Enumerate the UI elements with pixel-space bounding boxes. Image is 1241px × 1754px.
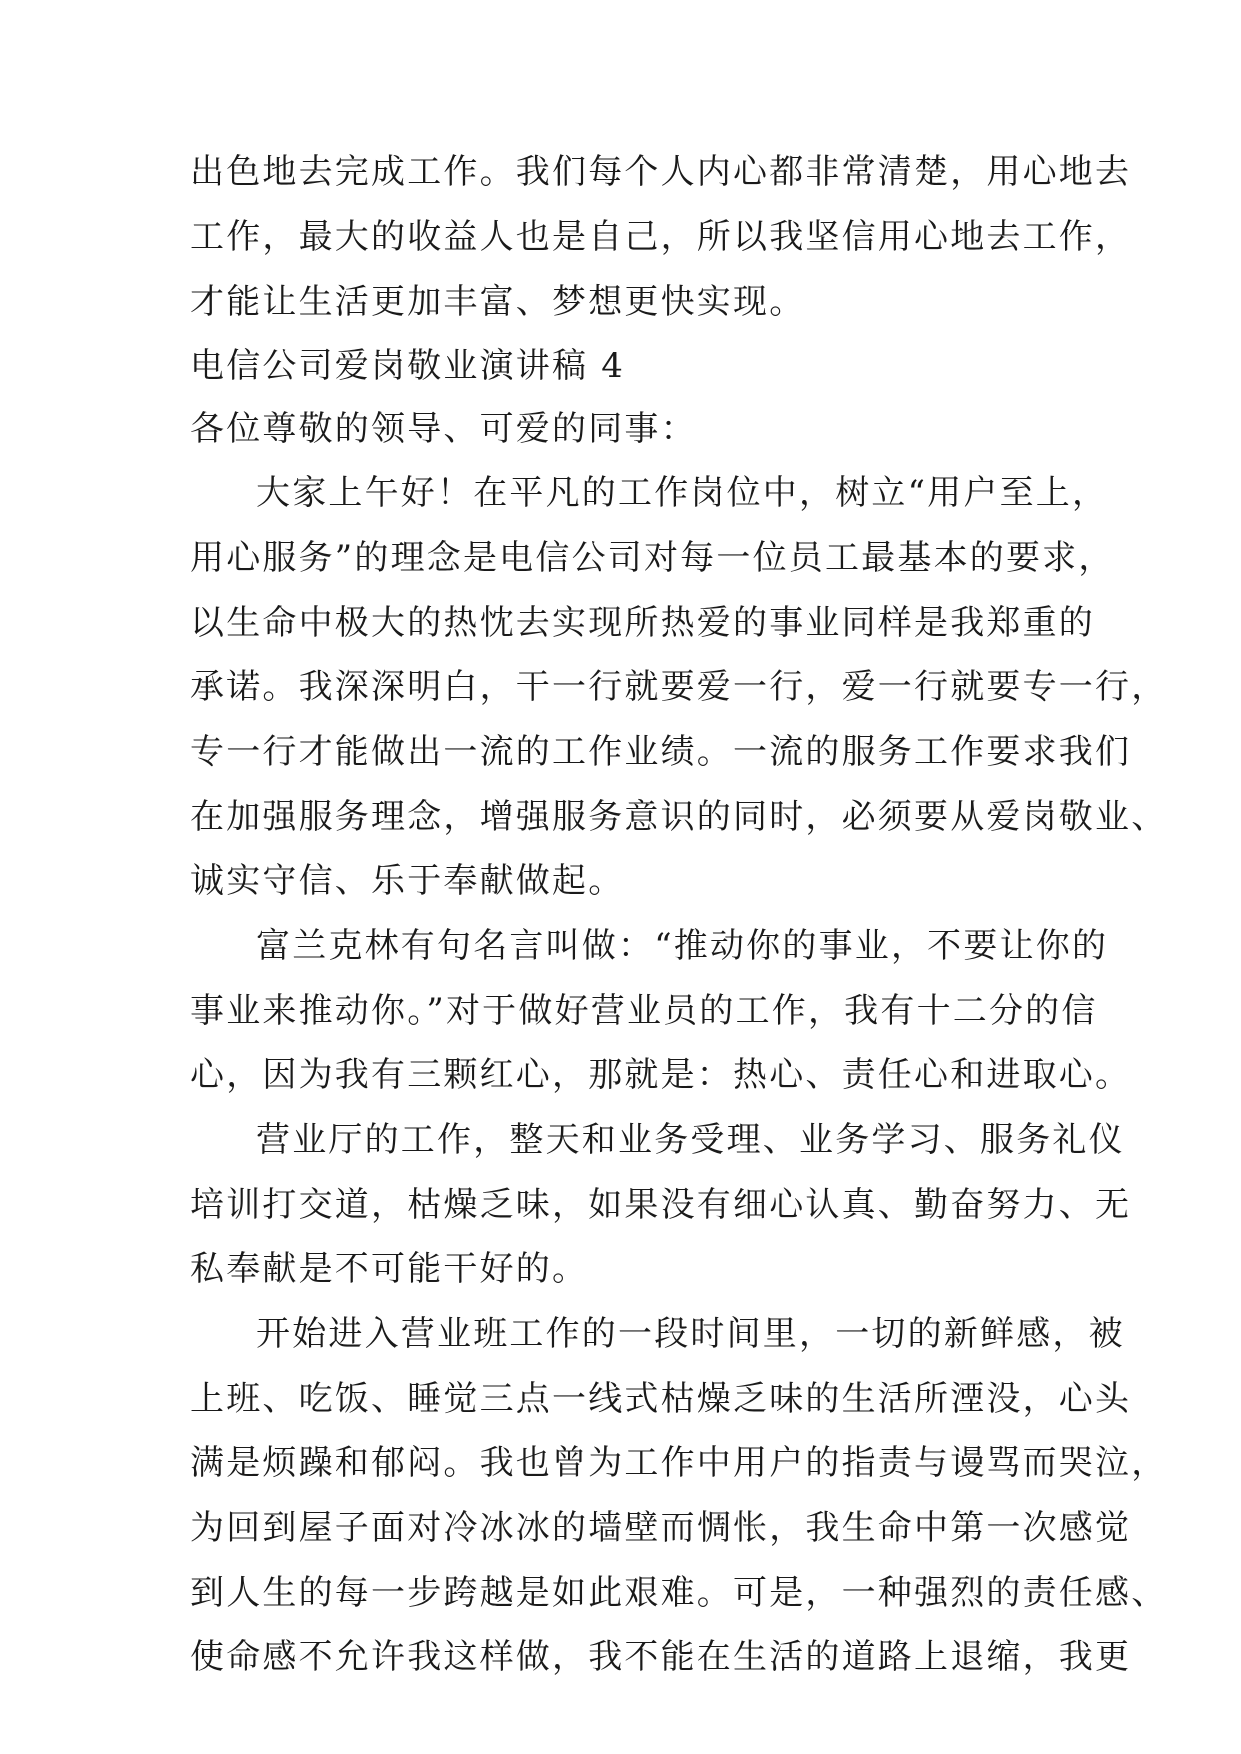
body-text-line: 在加强服务理念，增强服务意识的同时，必须要从爱岗敬业、 xyxy=(190,797,1168,837)
body-text-line: 开始进入营业班工作的一段时间里，一切的新鲜感，被 xyxy=(256,1314,1125,1354)
body-text-line: 工作，最大的收益人也是自己，所以我坚信用心地去工作， xyxy=(190,217,1132,257)
body-text-line: 专一行才能做出一流的工作业绩。一流的服务工作要求我们 xyxy=(190,732,1132,772)
body-text-line: 才能让生活更加丰富、梦想更快实现。 xyxy=(190,282,806,322)
body-text-line: 使命感不允许我这样做，我不能在生活的道路上退缩，我更 xyxy=(190,1637,1132,1677)
body-text-line: 营业厅的工作，整天和业务受理、业务学习、服务礼仪 xyxy=(256,1120,1125,1160)
body-text-line: 诚实守信、乐于奉献做起。 xyxy=(190,861,625,901)
body-text-line: 为回到屋子面对冷冰冰的墙壁而惆怅，我生命中第一次感觉 xyxy=(190,1508,1132,1548)
body-text-line: 培训打交道，枯燥乏味，如果没有细心认真、勤奋努力、无 xyxy=(190,1185,1132,1225)
body-text-line: 承诺。我深深明白，干一行就要爱一行，爱一行就要专一行， xyxy=(190,667,1168,707)
body-text-line: 心，因为我有三颗红心，那就是：热心、责任心和进取心。 xyxy=(190,1055,1132,1095)
body-text-line: 到人生的每一步跨越是如此艰难。可是，一种强烈的责任感、 xyxy=(190,1573,1168,1613)
body-text-line: 大家上午好！在平凡的工作岗位中，树立“用户至上， xyxy=(256,473,1109,513)
body-text-line: 事业来推动你。”对于做好营业员的工作，我有十二分的信 xyxy=(190,991,1098,1031)
body-text-line: 满是烦躁和郁闷。我也曾为工作中用户的指责与谩骂而哭泣， xyxy=(190,1443,1168,1483)
body-text-line: 以生命中极大的热忱去实现所热爱的事业同样是我郑重的 xyxy=(190,603,1095,643)
body-text-line: 上班、吃饭、睡觉三点一线式枯燥乏味的生活所湮没，心头 xyxy=(190,1379,1132,1419)
body-text-line: 用心服务”的理念是电信公司对每一位员工最基本的要求， xyxy=(190,538,1115,578)
salutation: 各位尊敬的领导、可爱的同事： xyxy=(190,409,697,449)
body-text-line: 私奉献是不可能干好的。 xyxy=(190,1249,589,1289)
body-text-line: 出色地去完成工作。我们每个人内心都非常清楚，用心地去 xyxy=(190,152,1132,192)
section-title: 电信公司爱岗敬业演讲稿 4 xyxy=(190,346,626,386)
body-text-line: 富兰克林有句名言叫做：“推动你的事业，不要让你的 xyxy=(256,926,1109,966)
